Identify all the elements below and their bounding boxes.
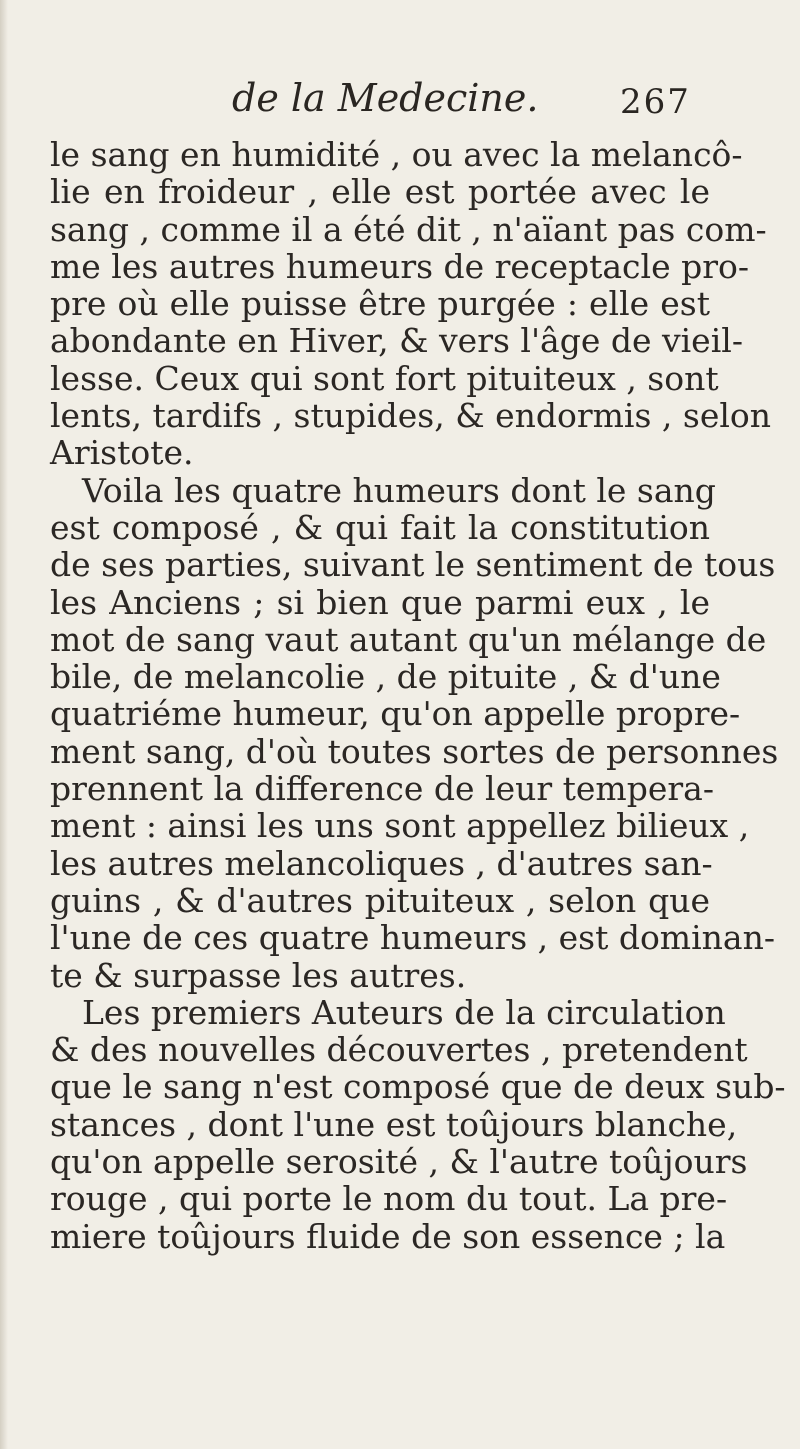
text-line: stances , dont l'une est toûjours blanche, bbox=[50, 1104, 738, 1144]
text-line: rouge , qui porte le nom du tout. La pre- bbox=[50, 1179, 728, 1219]
paragraph-start-line: Les premiers Auteurs de la circulation bbox=[82, 992, 726, 1032]
text-line: le sang en humidité , ou avec la melancô- bbox=[50, 135, 743, 174]
text-line: sang , comme il a été dit , n'aïant pas com- bbox=[50, 209, 767, 249]
text-line: Aristote. bbox=[50, 433, 194, 473]
text-line: me les autres humeurs de receptacle pro- bbox=[50, 246, 750, 286]
text-line: miere toûjours fluide de son essence ; la bbox=[50, 1216, 726, 1256]
text-line: de ses parties, suivant le sentiment de tous bbox=[50, 545, 776, 585]
text-line: te & surpasse les autres. bbox=[50, 955, 467, 995]
text-line: mot de sang vaut autant qu'un mélange de bbox=[50, 619, 767, 659]
page-number: 267 bbox=[620, 82, 691, 122]
text-line: les autres melancoliques , d'autres san- bbox=[50, 843, 713, 883]
page-header bbox=[0, 76, 800, 136]
page-edge bbox=[0, 0, 8, 1449]
text-line: l'une de ces quatre humeurs , est dominan- bbox=[50, 918, 775, 958]
text-line: abondante en Hiver, & vers l'âge de vieil- bbox=[50, 321, 743, 361]
text-line: lents, tardifs , stupides, & endormis , selon bbox=[50, 396, 772, 436]
text-line: les Anciens ; si bien que parmi eux , le bbox=[50, 582, 710, 622]
text-line: qu'on appelle serosité , & l'autre toûjours bbox=[50, 1142, 748, 1182]
running-title: de la Medecine. bbox=[232, 76, 539, 120]
paragraph-start-line: Voila les quatre humeurs dont le sang bbox=[82, 470, 716, 510]
text-line: lie en froideur , elle est portée avec le bbox=[50, 172, 710, 212]
text-line: ment : ainsi les uns sont appellez bilieux , bbox=[50, 806, 750, 846]
text-line: pre où elle puisse être purgée : elle est bbox=[50, 284, 710, 324]
text-line: prennent la difference de leur tempera- bbox=[50, 769, 714, 809]
text-line: que le sang n'est composé que de deux sub- bbox=[50, 1067, 786, 1107]
text-line: est composé , & qui fait la constitution bbox=[50, 507, 710, 547]
text-line: bile, de melancolie , de pituite , & d'une bbox=[50, 657, 721, 697]
body-text bbox=[50, 135, 786, 1256]
text-line: ment sang, d'où toutes sortes de personnes bbox=[50, 731, 779, 771]
text-line: guins , & d'autres pituiteux , selon que bbox=[50, 880, 710, 920]
text-line: lesse. Ceux qui sont fort pituiteux , sont bbox=[50, 358, 719, 398]
text-line: & des nouvelles découvertes , pretendent bbox=[50, 1030, 748, 1070]
text-line: quatriéme humeur, qu'on appelle propre- bbox=[50, 694, 741, 734]
